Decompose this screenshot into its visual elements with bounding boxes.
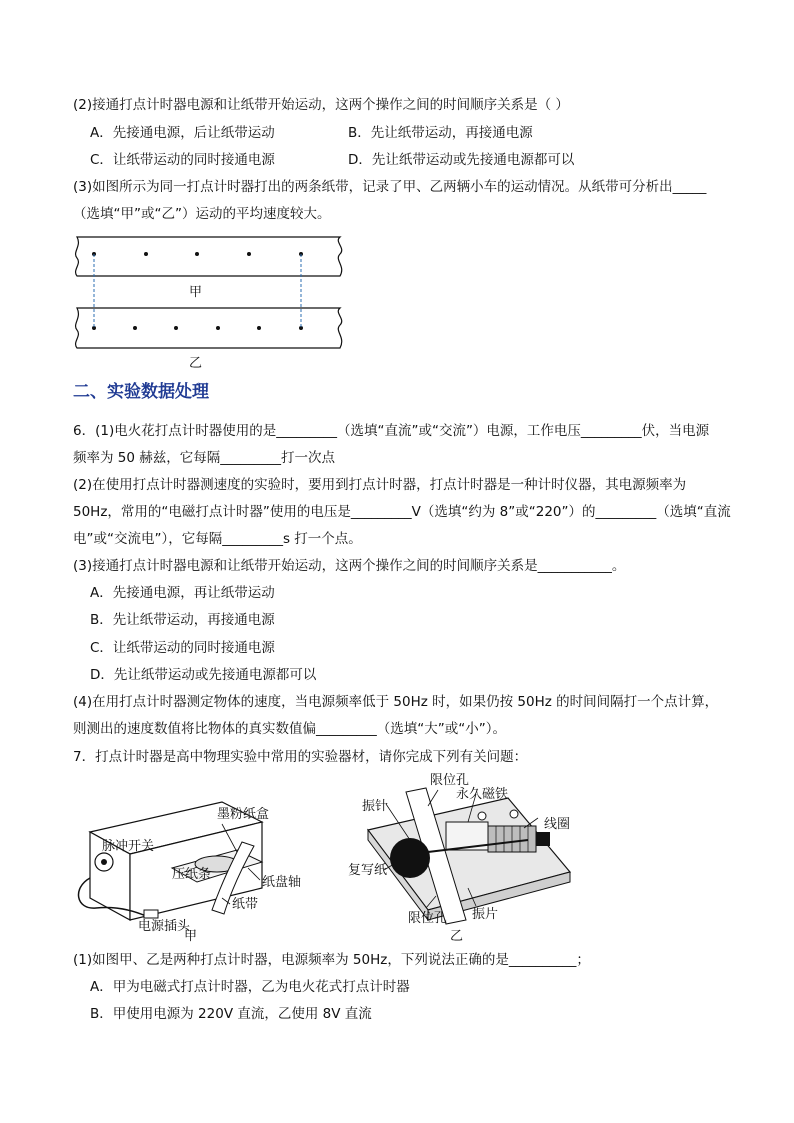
q6-option-b: B．先让纸带运动，再接通电源 — [90, 612, 275, 628]
q5-part3-line2: （选填“甲”或“乙”）运动的平均速度较大。 — [73, 206, 331, 222]
label-reel-shaft: 纸盘轴 — [262, 875, 302, 890]
figure-yi-electromagnetic-timer — [348, 770, 578, 942]
q6-option-a: A．先接通电源，再让纸带运动 — [90, 585, 275, 601]
q7-option-a: A．甲为电磁式打点计时器，乙为电火花式打点计时器 — [90, 979, 410, 995]
tape-yi-dot — [133, 326, 137, 330]
tape-yi-dot — [257, 326, 261, 330]
q6-line6: (3)接通打点计时器电源和让纸带开始运动，这两个操作之间的时间顺序关系是___________。 — [73, 558, 626, 574]
tape-yi-dot — [216, 326, 220, 330]
q6-line4: 50Hz，常用的“电磁打点计时器”使用的电压是_________V（选填“约为 8”或“220”）的_________（选填“直流 — [73, 504, 731, 520]
q5-option-c: C．让纸带运动的同时接通电源 — [90, 152, 275, 168]
q6-line2: 频率为 50 赫兹，它每隔_________打一次点 — [73, 450, 336, 466]
q5-option-b: B．先让纸带运动，再接通电源 — [348, 125, 533, 141]
figure-yi-caption: 乙 — [450, 929, 464, 942]
label-power-plug: 电源插头 — [138, 919, 191, 934]
tape-jia — [76, 237, 342, 276]
tape-jia-dot — [144, 252, 148, 256]
label-limit-hole-top: 限位孔 — [430, 773, 470, 788]
label-coil: 线圈 — [544, 817, 571, 832]
q5-option-d: D．先让纸带运动或先接通电源都可以 — [348, 152, 575, 168]
q6-line5: 电”或“交流电”），它每隔_________s 打一个点。 — [73, 531, 362, 547]
label-vibrating-piece: 振片 — [472, 907, 499, 922]
label-vibrating-needle: 振针 — [362, 799, 389, 814]
paper-tape-figure — [72, 230, 352, 372]
q7-line1: 7．打点计时器是高中物理实验中常用的实验器材，请你完成下列有关问题： — [73, 749, 528, 765]
tape-yi-label: 乙 — [189, 356, 203, 371]
q6-option-d: D．先让纸带运动或先接通电源都可以 — [90, 667, 317, 683]
q6-line3: (2)在使用打点计时器测速度的实验时，要用到打点计时器，打点计时器是一种计时仪器，其电源频率为 — [73, 477, 687, 493]
section-heading: 二、实验数据处理 — [73, 382, 209, 402]
q5-option-a: A．先接通电源，后让纸带运动 — [90, 125, 275, 141]
carbon-disc — [390, 838, 430, 878]
tape-jia-dot — [247, 252, 251, 256]
label-toner-box: 墨粉纸盒 — [217, 807, 270, 822]
tape-jia-label: 甲 — [189, 285, 203, 300]
power-plug-icon — [144, 910, 158, 918]
q5-part2-text: (2)接通打点计时器电源和让纸带开始运动，这两个操作之间的时间顺序关系是（ ） — [73, 97, 569, 113]
label-carbon-paper: 复写纸 — [348, 863, 388, 878]
label-press-strip: 压纸条 — [172, 867, 212, 882]
tape-jia-dot — [195, 252, 199, 256]
figure-jia-caption: 甲 — [184, 929, 198, 942]
label-permanent-magnet: 永久磁铁 — [456, 787, 509, 802]
label-paper-tape: 纸带 — [232, 897, 259, 912]
tape-yi-dot — [174, 326, 178, 330]
q6-line7: (4)在用打点计时器测定物体的速度，当电源频率低于 50Hz 时，如果仍按 50Hz 的时间间隔打一个点计算， — [73, 694, 719, 710]
q5-part3-line1: (3)如图所示为同一打点计时器打出的两条纸带，记录了甲、乙两辆小车的运动情况。从纸带可分析出_____ — [73, 179, 707, 195]
tape-yi — [76, 308, 342, 348]
label-pulse-switch: 脉冲开关 — [102, 839, 155, 854]
q6-line1: 6．(1)电火花打点计时器使用的是_________（选填“直流”或“交流”）电源，工作电压_________伏，当电源 — [73, 423, 710, 439]
label-limit-hole-bottom: 限位孔 — [408, 911, 448, 926]
q6-line8: 则测出的速度数值将比物体的真实数值偏_________（选填“大”或“小”）。 — [73, 721, 506, 737]
q7-option-b: B．甲使用电源为 220V 直流，乙使用 8V 直流 — [90, 1006, 372, 1022]
q6-option-c: C．让纸带运动的同时接通电源 — [90, 640, 275, 656]
q7-line2: (1)如图甲、乙是两种打点计时器，电源频率为 50Hz，下列说法正确的是__________； — [73, 952, 590, 968]
figure-jia-spark-timer — [72, 792, 312, 942]
